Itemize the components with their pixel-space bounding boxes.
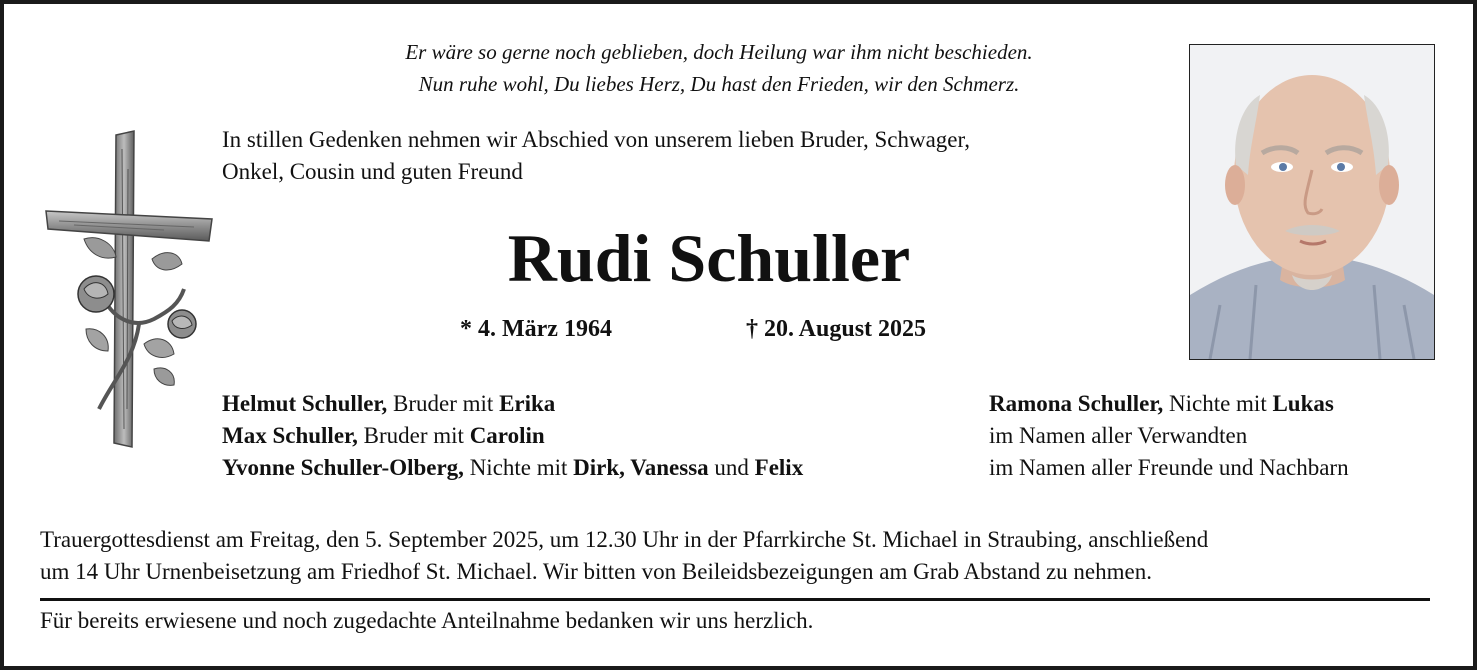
service-details — [40, 524, 1450, 588]
mourner-behalf-friends: im Namen aller Freunde und Nachbarn — [989, 455, 1349, 480]
intro-text — [222, 124, 1162, 188]
mourner-entry — [989, 388, 1349, 420]
birth-date: * 4. März 1964 — [460, 316, 612, 342]
mourner-relation: Bruder mit — [387, 391, 500, 416]
intro-line-1: In stillen Gedenken nehmen wir Abschied von unserem lieben Bruder, Schwager, — [222, 127, 971, 152]
mourner-partner: Lukas — [1272, 391, 1334, 416]
mourner-behalf-relatives: im Namen aller Verwandten — [989, 423, 1248, 448]
mourner-partner: Dirk, Vanessa — [573, 455, 709, 480]
motto-line-1: Er wäre so gerne noch geblieben, doch Heilung war ihm nicht beschieden. — [405, 40, 1033, 64]
portrait-photo — [1189, 44, 1435, 360]
mourner-entry — [222, 452, 803, 484]
portrait-image — [1190, 45, 1434, 359]
mourner-relation: Nichte mit — [1163, 391, 1273, 416]
mourner-entry — [222, 420, 803, 452]
mourner-name: Ramona Schuller, — [989, 391, 1164, 416]
motto-line-2: Nun ruhe wohl, Du liebes Herz, Du hast den Frieden, wir den Schmerz. — [418, 72, 1020, 96]
mourner-relation: Bruder mit — [357, 423, 470, 448]
mourner-partner-2: Felix — [754, 455, 804, 480]
divider — [40, 598, 1430, 601]
cross-with-roses-icon — [44, 129, 214, 449]
deceased-name: Rudi Schuller — [507, 220, 911, 296]
mourner-entry — [222, 388, 803, 420]
mourners-left-list — [222, 388, 803, 484]
mourner-partner: Erika — [499, 391, 556, 416]
mourner-joiner: und — [708, 455, 755, 480]
mourner-name: Yvonne Schuller-Olberg, — [222, 455, 464, 480]
service-line-1: Trauergottesdienst am Freitag, den 5. September 2025, um 12.30 Uhr in der Pfarrkirche St. Michael in Straubing, anschließend — [40, 527, 1209, 552]
intro-line-2: Onkel, Cousin und guten Freund — [222, 159, 523, 184]
mourners-right-list — [989, 388, 1349, 484]
service-line-2: um 14 Uhr Urnenbeisetzung am Friedhof St. Michael. Wir bitten von Beileidsbezeigungen am Grab Abstand zu nehmen. — [40, 559, 1152, 584]
mourner-name: Helmut Schuller, — [222, 391, 388, 416]
motto-verse — [254, 36, 1184, 100]
mourner-relation: Nichte mit — [463, 455, 574, 480]
mourner-partner: Carolin — [469, 423, 545, 448]
death-date: † 20. August 2025 — [746, 316, 927, 342]
thanks-note: Für bereits erwiesene und noch zugedachte Anteilnahme bedanken wir uns herzlich. — [40, 608, 814, 633]
mourner-name: Max Schuller, — [222, 423, 358, 448]
